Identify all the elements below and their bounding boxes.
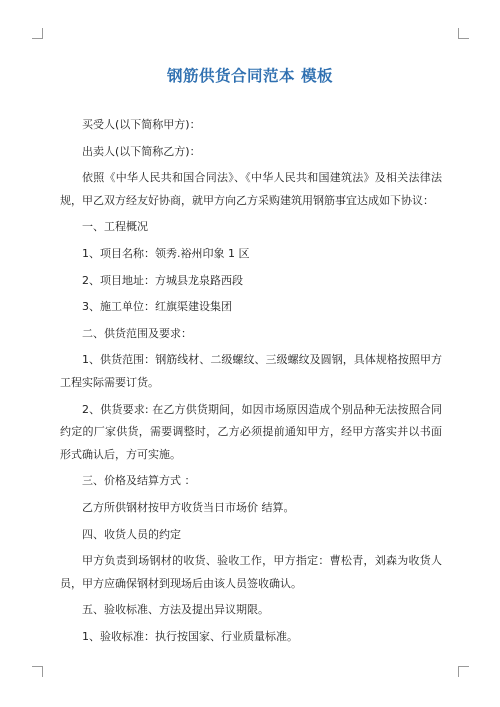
paragraph-buyer: 买受人(以下简称甲方)： <box>82 118 201 131</box>
document-body <box>60 114 442 652</box>
paragraph-price-settlement: 乙方所供钢材按甲方收货当日市场价 结算。 <box>82 500 295 514</box>
paragraph-construction-unit: 3、施工单位：红旗渠建设集团 <box>82 300 232 314</box>
section-heading-price-settlement: 三、价格及结算方式 ： <box>82 474 196 488</box>
paragraph-supply-requirements: 2、供货要求: 在乙方供货期间，如因市场原因造成个别品种无法按照合同约定的厂家供货，需要调整时，乙方必须提前通知甲方，经甲方落实并以书面形式确认后，方可实施。 <box>60 402 442 461</box>
page-corner-mark-bottom-right <box>458 666 469 677</box>
paragraph-project-name: 1、项目名称：领秀.裕州印象 1 区 <box>82 246 250 260</box>
paragraph-seller: 出卖人(以下简称乙方)： <box>82 144 201 158</box>
paragraph-supply-scope: 1、供货范围：钢筋线材、二级螺纹、三级螺纹及圆钢，具体规格按照甲方工程实际需要订货。 <box>60 353 442 389</box>
paragraph-receiving-personnel: 甲方负责到场钢材的收货、验收工作，甲方指定：曹松青，刘森为收货人员，甲方应确保钢材到现场后由该人员签收确认。 <box>60 554 442 590</box>
document-title: 钢筋供货合同范本 模板 <box>167 67 333 85</box>
section-heading-receiving-personnel: 四、收货人员的约定 <box>82 527 181 541</box>
page-corner-mark-top-right <box>458 28 469 39</box>
page-corner-mark-bottom-left <box>32 666 43 677</box>
section-heading-acceptance: 五、验收标准、方法及提出异议期限。 <box>82 603 269 617</box>
paragraph-preamble: 依照《中华人民共和国合同法》、《中华人民共和国建筑法》及相关法律法规，甲乙双方经友好协商，就甲方向乙方采购建筑用钢筋事宜达成如下协议： <box>60 171 442 207</box>
page-corner-mark-top-left <box>32 28 43 39</box>
paragraph-project-address: 2、项目地址：方城县龙泉路西段 <box>82 273 243 287</box>
section-heading-project-overview: 一、工程概况 <box>82 220 148 234</box>
section-heading-supply-scope: 二、供货范围及要求： <box>82 326 192 340</box>
paragraph-acceptance-standard: 1、验收标准：执行按国家、行业质量标准。 <box>82 629 298 643</box>
